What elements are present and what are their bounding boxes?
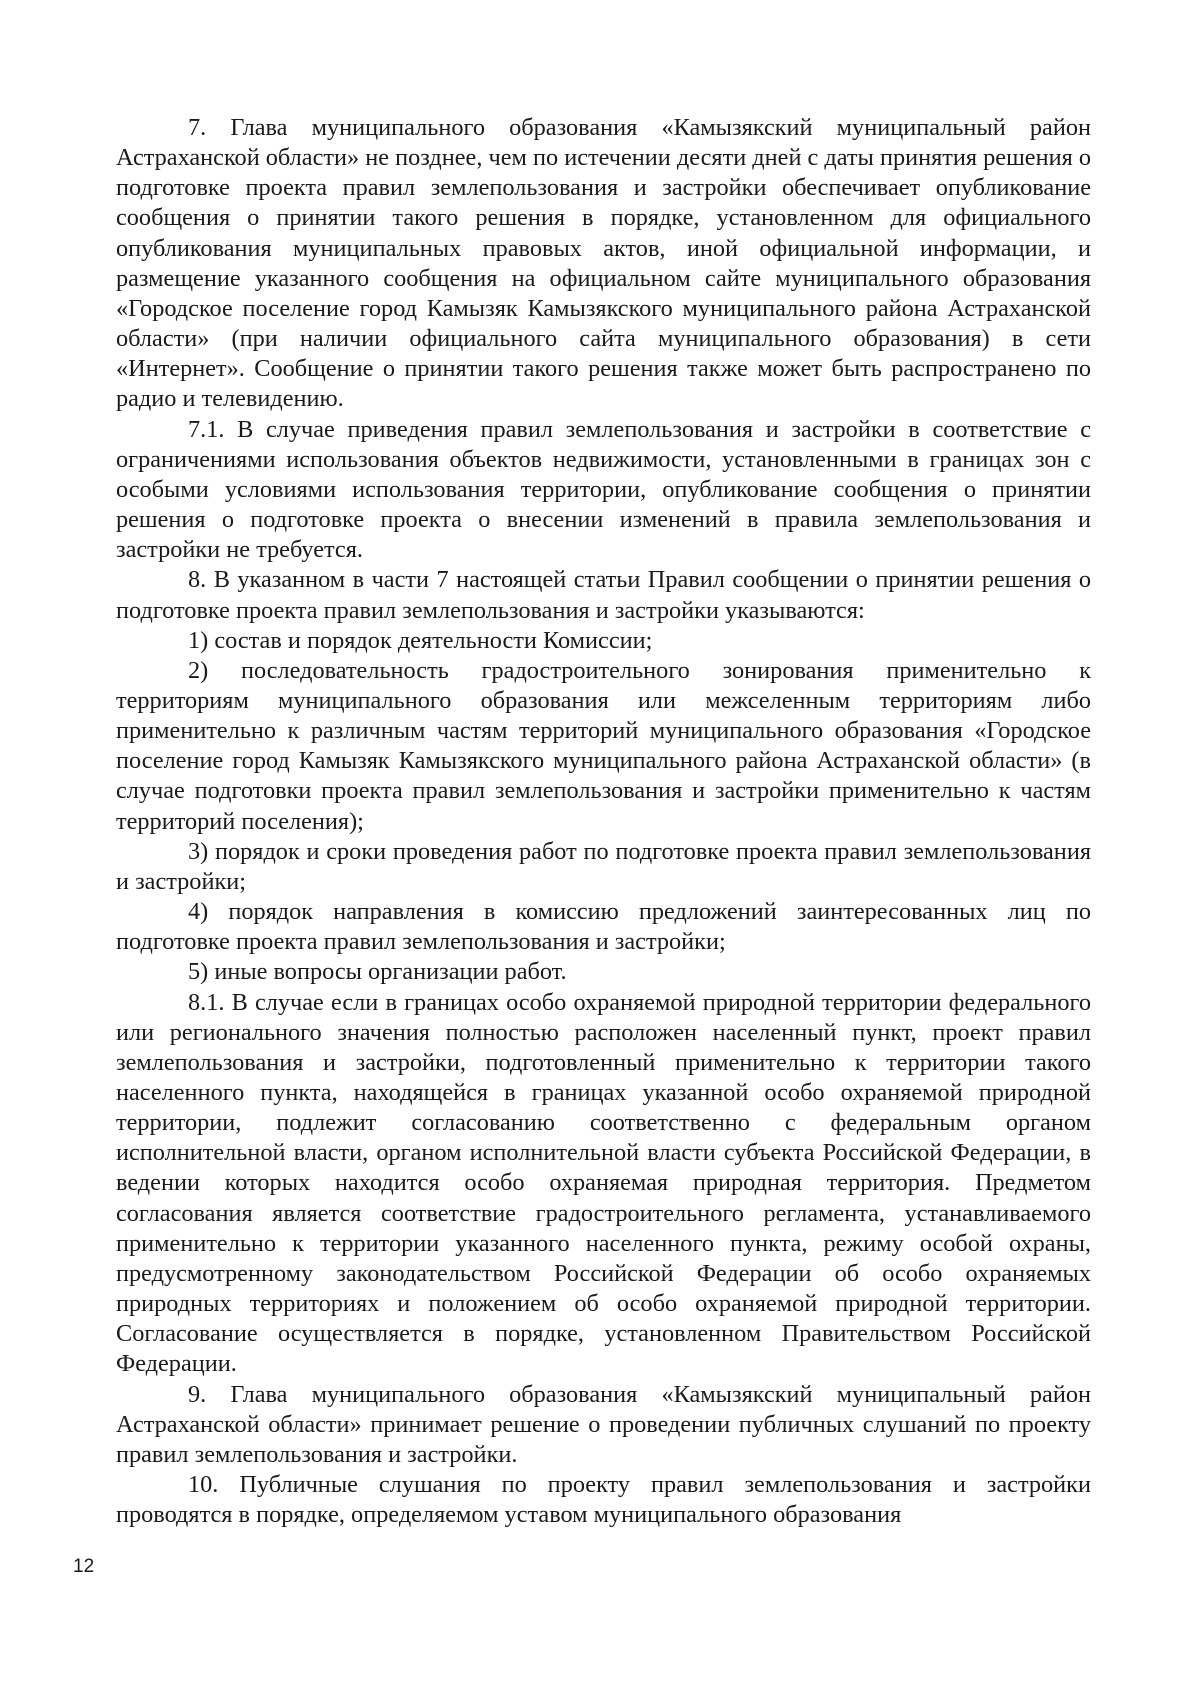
paragraph-7-1: 7.1. В случае приведения правил землепользования и застройки в соответствие с ограничениями использования объектов недвижимости, установленными в границах зон с особыми условиями использования территории, опубликование сообщения о принятии решения о подготовке проекта о внесении изменений в правила землепользования и застройки не требуется.: [116, 415, 1091, 564]
paragraph-9: 9. Глава муниципального образования «Камызякский муниципальный район Астраханской области» принимает решение о проведении публичных слушаний по проекту правил землепользования и застройки.: [116, 1380, 1091, 1468]
list-item-4: 4) порядок направления в комиссию предложений заинтересованных лиц по подготовке проекта правил землепользования и застройки;: [116, 898, 1091, 956]
paragraph-8-1: 8.1. В случае если в границах особо охраняемой природной территории федерального или регионального значения полностью расположен населенный пункт, проект правил землепользования и застройки, подготовленный применительно к территории такого населенного пункта, находящейся в границах указанной особо охраняемой природной территории, подлежит согласованию соответственно с федеральным органом исполнительной власти, органом исполнительной власти субъекта Российской Федерации, в ведении которых находится особо охраняемая природная территория. Предметом согласования является соответствие градостроительного регламента, устанавливаемого применительно к территории указанного населенного пункта, режиму особой охраны, предусмотренному законодательством Российской Федерации об особо охраняемых природных территориях и положением об особо охраняемой природной территории. Согласование осуществляется в порядке, установленном Правительством Российской Федерации.: [116, 988, 1091, 1378]
list-item-2: 2) последовательность градостроительного зонирования применительно к территориям муниципального образования или межселенным территориям либо применительно к различным частям территорий муниципального образования «Городское поселение город Камызяк Камызякского муниципального района Астраханской области» (в случае подготовки проекта правил землепользования и застройки применительно к частям территорий поселения);: [116, 656, 1091, 835]
paragraph-10: 10. Публичные слушания по проекту правил землепользования и застройки проводятся в порядке, определяемом уставом муниципального образования: [116, 1471, 1091, 1529]
list-item-1: 1) состав и порядок деятельности Комиссии;: [188, 626, 653, 654]
list-item-5: 5) иные вопросы организации работ.: [188, 958, 567, 986]
document-body: [116, 113, 1091, 1530]
paragraph-8: 8. В указанном в части 7 настоящей статьи Правил сообщении о принятии решения о подготовке проекта правил землепользования и застройки указываются:: [116, 566, 1091, 624]
page-number: 12: [73, 1556, 95, 1577]
paragraph-7: 7. Глава муниципального образования «Камызякский муниципальный район Астраханской области» не позднее, чем по истечении десяти дней с даты принятия решения о подготовке проекта правил землепользования и застройки обеспечивает опубликование сообщения о принятии такого решения в порядке, установленном для официального опубликования муниципальных правовых актов, иной официальной информации, и размещение указанного сообщения на официальном сайте муниципального образования «Городское поселение город Камызяк Камызякского муниципального района Астраханской области» (при наличии официального сайта муниципального образования) в сети «Интернет». Сообщение о принятии такого решения также может быть распространено по радио и телевидению.: [116, 114, 1091, 413]
list-item-3: 3) порядок и сроки проведения работ по подготовке проекта правил землепользования и застройки;: [116, 837, 1091, 895]
